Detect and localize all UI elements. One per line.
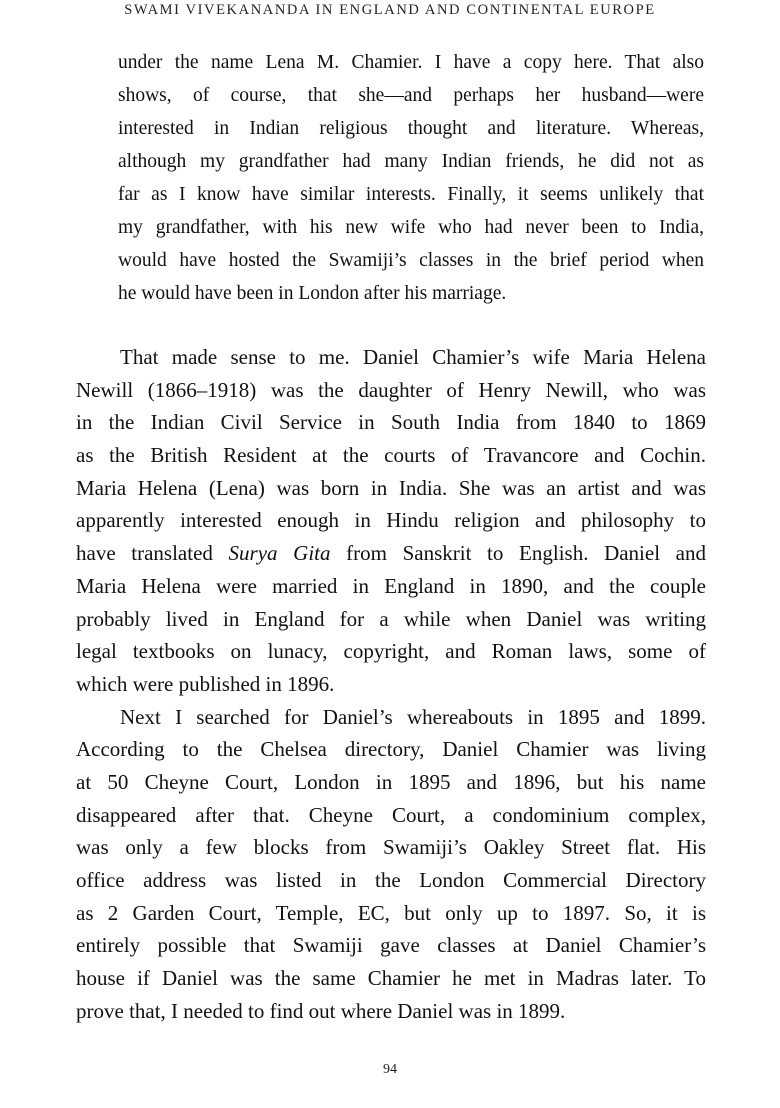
quote-line: although my grandfather had many Indian friends, he did not as <box>118 151 704 172</box>
body-text <box>76 341 706 1027</box>
page-number: 94 <box>383 1062 397 1077</box>
book-title-italic: Surya Gita <box>228 541 331 566</box>
quote-line: far as I know have similar interests. Finally, it seems unlikely that <box>118 184 704 205</box>
running-head: SWAMI VIVEKANANDA IN ENGLAND AND CONTINENTAL EUROPE <box>124 2 656 18</box>
paragraph-line <box>76 537 706 570</box>
block-quote <box>118 46 704 310</box>
paragraph-line: as the British Resident at the courts of Travancore and Cochin. <box>76 443 706 468</box>
paragraph-line: prove that, I needed to find out where Daniel was in 1899. <box>76 998 566 1023</box>
paragraph-2 <box>76 701 706 1028</box>
paragraph-line: which were published in 1896. <box>76 671 335 696</box>
quote-line: would have hosted the Swamiji’s classes in the brief period when <box>118 250 704 271</box>
text-run: from Sanskrit to English. Daniel and <box>330 541 707 566</box>
paragraph-line: Maria Helena (Lena) was born in India. She was an artist and was <box>76 475 706 500</box>
paragraph-line: was only a few blocks from Swamiji’s Oakley Street flat. His <box>76 835 706 860</box>
paragraph-line: apparently interested enough in Hindu religion and philosophy to <box>76 508 706 533</box>
paragraph-line: According to the Chelsea directory, Daniel Chamier was living <box>76 737 706 762</box>
paragraph-line: as 2 Garden Court, Temple, EC, but only up to 1897. So, it is <box>76 900 706 925</box>
paragraph-line: Newill (1866–1918) was the daughter of Henry Newill, who was <box>76 377 706 402</box>
quote-line: shows, of course, that she—and perhaps her husband—were <box>118 85 704 106</box>
paragraph-line: Next I searched for Daniel’s whereabouts in 1895 and 1899. <box>120 704 706 729</box>
paragraph-1 <box>76 341 706 701</box>
quote-line: he would have been in London after his marriage. <box>118 283 507 304</box>
paragraph-line: disappeared after that. Cheyne Court, a condominium complex, <box>76 802 706 827</box>
paragraph-line: in the Indian Civil Service in South India from 1840 to 1869 <box>76 410 706 435</box>
paragraph-line: legal textbooks on lunacy, copyright, and Roman laws, some of <box>76 639 706 664</box>
quote-line: interested in Indian religious thought and literature. Whereas, <box>118 118 704 139</box>
paragraph-line: probably lived in England for a while when Daniel was writing <box>76 606 706 631</box>
paragraph-line: office address was listed in the London Commercial Directory <box>76 868 706 892</box>
paragraph-line: Maria Helena were married in England in 1890, and the couple <box>76 573 706 598</box>
paragraph-line: house if Daniel was the same Chamier he met in Madras later. To <box>76 966 706 991</box>
paragraph-line: That made sense to me. Daniel Chamier’s wife Maria Helena <box>120 345 706 369</box>
paragraph-line: at 50 Cheyne Court, London in 1895 and 1896, but his name <box>76 769 706 794</box>
paragraph-line: entirely possible that Swamiji gave classes at Daniel Chamier’s <box>76 933 706 958</box>
quote-line: my grandfather, with his new wife who had never been to India, <box>118 217 704 238</box>
text-run: have translated <box>76 541 229 566</box>
quote-line: under the name Lena M. Chamier. I have a copy here. That also <box>118 52 704 73</box>
